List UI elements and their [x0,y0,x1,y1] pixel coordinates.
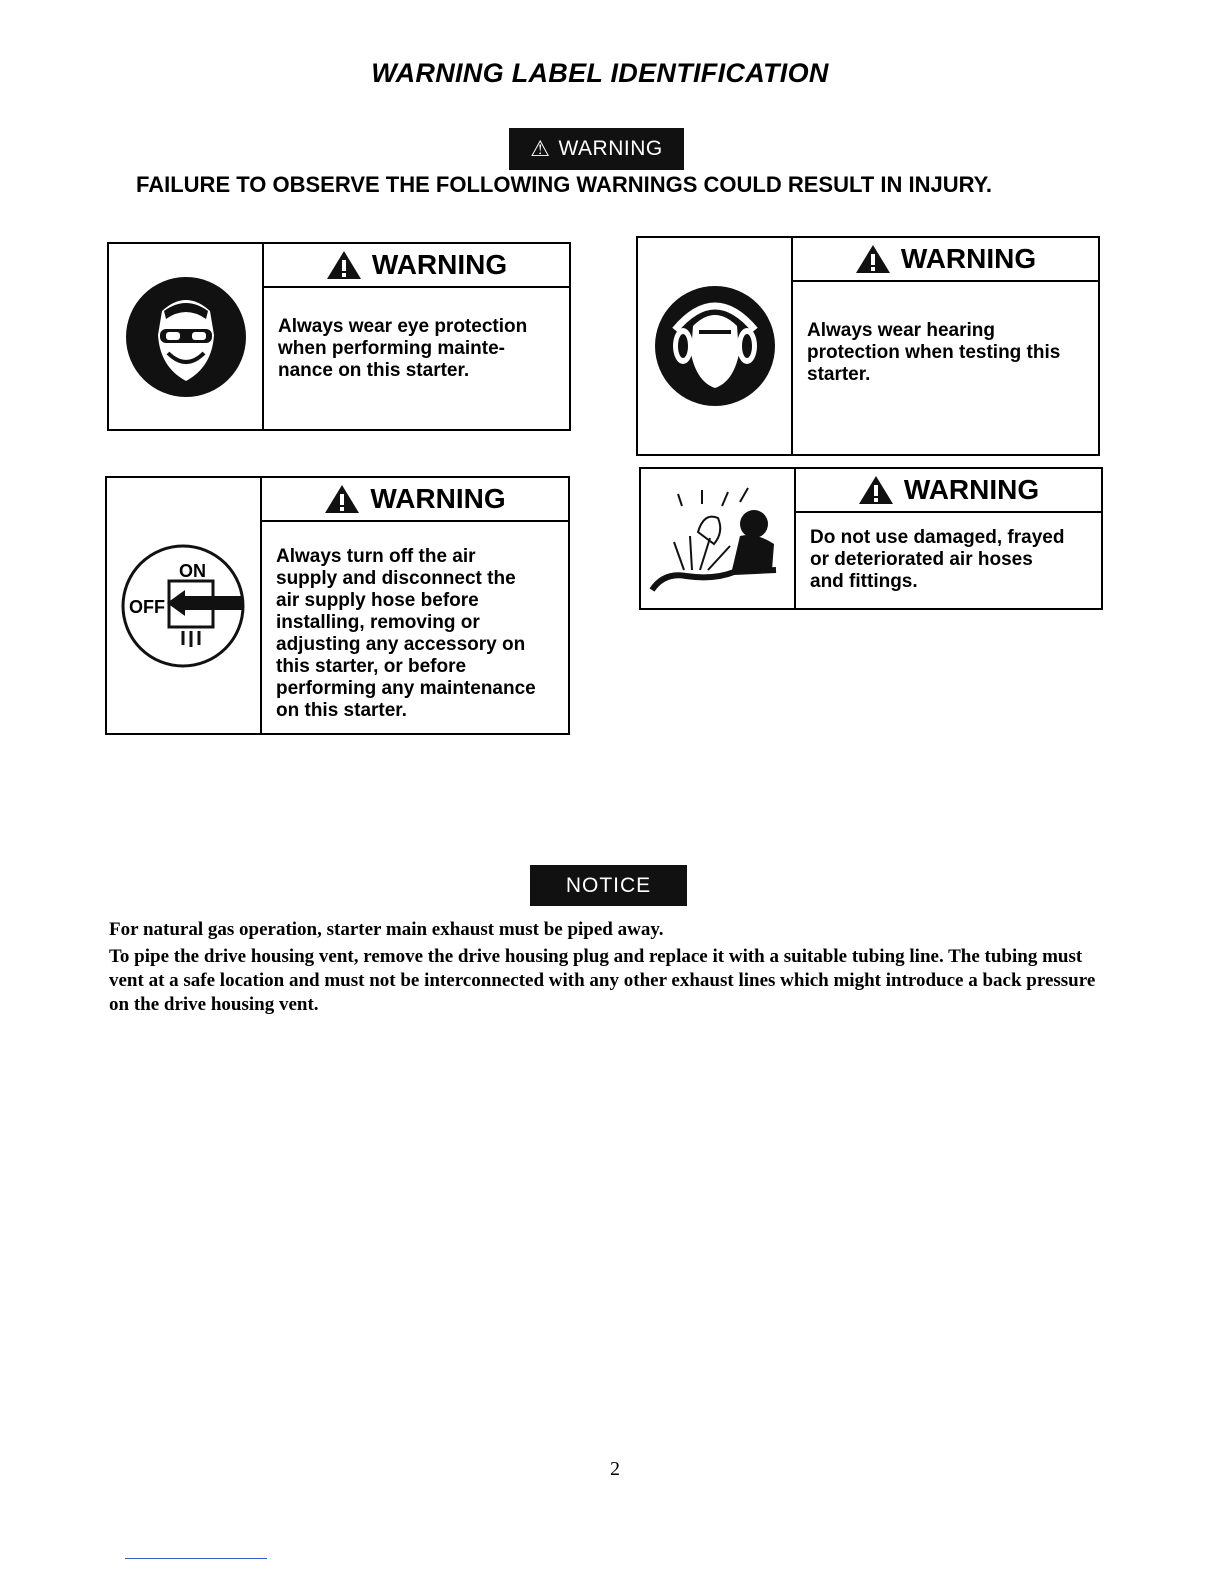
warning-header: WARNING [793,238,1098,282]
warning-header: WARNING [796,469,1101,513]
notice-label: NOTICE [565,873,652,897]
page-number: 2 [610,1458,620,1480]
warning-triangle-icon: ⚠ [530,136,551,161]
hose-burst-icon [641,469,796,608]
off-text: OFF [128,596,165,617]
warning-text: Always wear eye protection when performing mainte- nance on this starter. [278,316,528,381]
notice-paragraph: To pipe the drive housing vent, remove the drive housing plug and replace it with a suitable tubing line. The tubing must vent at a safe location and must not be interconnected with any other exhaust lines which might introduce a back pressure on the drive housing vent. [109,946,1096,1015]
warning-header: WARNING [262,478,568,522]
warning-banner-label: WARNING [558,137,663,160]
warning-triangle-icon [324,484,360,514]
warning-label-air-supply [105,476,570,735]
eye-protection-icon [109,244,264,429]
warning-label-hearing-protection [636,236,1100,456]
warning-banner [509,128,684,170]
warning-label-eye-protection [107,242,571,431]
warning-triangle-icon [326,250,362,280]
warning-header: WARNING [264,244,569,288]
failure-statement: FAILURE TO OBSERVE THE FOLLOWING WARNINGS COULD RESULT IN INJURY. [136,172,993,197]
notice-line: For natural gas operation, starter main exhaust must be piped away. [109,919,664,940]
notice-banner [530,865,687,906]
warning-triangle-icon [858,475,894,505]
page-title: WARNING LABEL IDENTIFICATION [371,58,829,88]
warning-triangle-icon [855,244,891,274]
warning-label-air-hoses [639,467,1103,610]
warning-text: Do not use damaged, frayed or deteriorated air hoses and fittings. [810,527,1065,592]
warning-text: Always wear hearing protection when testing this starter. [807,320,1061,385]
footer-rule [125,1558,267,1559]
warning-text: Always turn off the air supply and disconnect the air supply hose before installing, removing or adjusting any accessory on this starter, or before performing any maintenance on this starter. [276,546,536,721]
air-supply-off-icon [107,478,262,733]
on-text: ON [178,560,206,581]
hearing-protection-icon [638,238,793,454]
